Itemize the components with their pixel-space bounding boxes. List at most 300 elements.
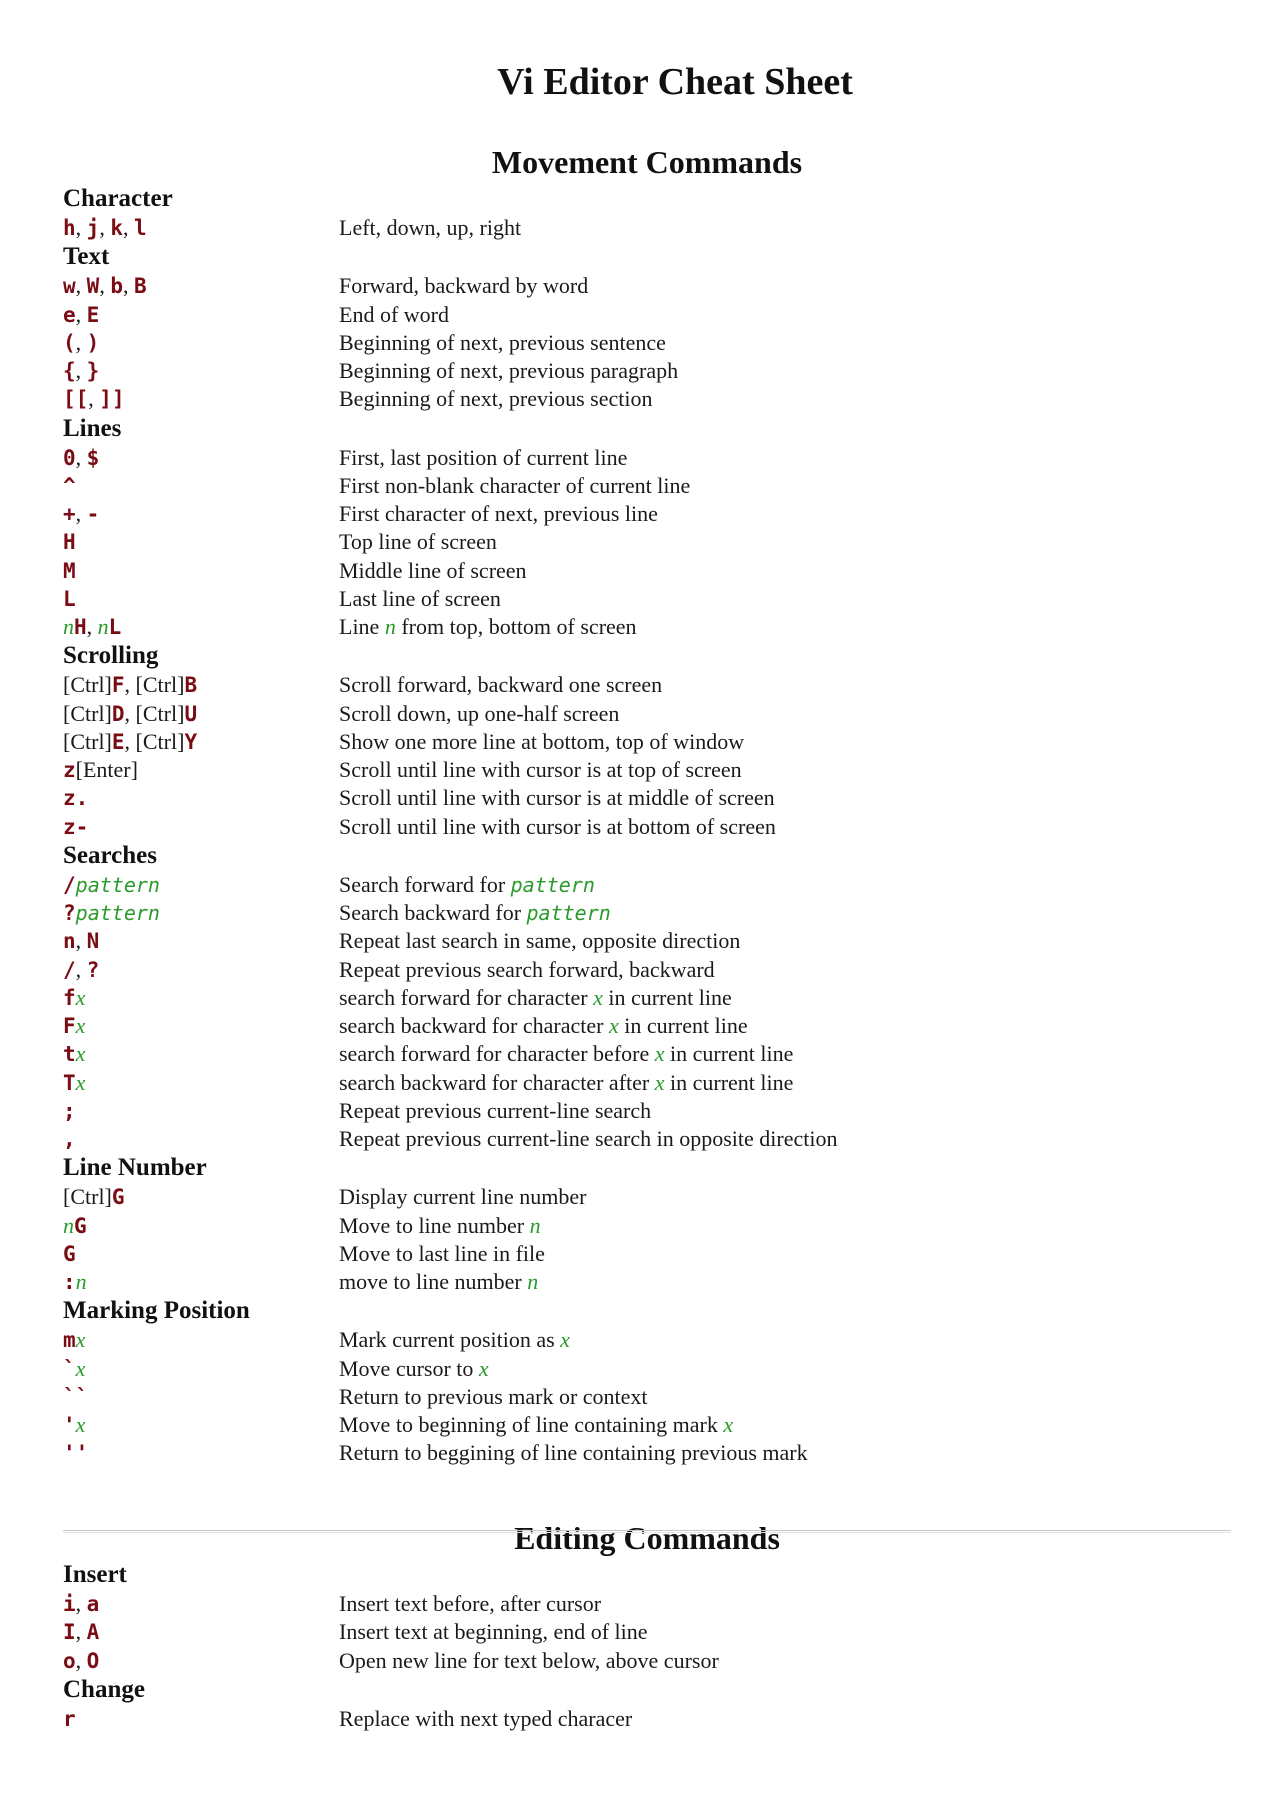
command-description: [339, 984, 732, 1012]
command-keys: [63, 472, 76, 500]
command-row: [63, 1212, 1213, 1240]
command-keys: [63, 1326, 85, 1354]
command-key: f: [63, 985, 76, 1010]
command-text: Scroll until line with cursor is at bottom of screen: [339, 813, 776, 839]
group-heading: Searches: [63, 841, 157, 869]
command-text: ,: [75, 329, 87, 355]
command-description: [339, 272, 588, 300]
command-keys: [63, 899, 160, 927]
command-text: [Ctrl]: [63, 700, 112, 726]
command-row: [63, 1097, 1213, 1125]
command-description: [339, 1383, 648, 1411]
command-row: [63, 1590, 1213, 1618]
command-key: n: [63, 929, 76, 954]
command-description: [339, 1183, 586, 1211]
command-variable: pattern: [75, 901, 160, 925]
command-text: ,: [88, 386, 100, 412]
command-keys: [63, 871, 160, 899]
command-keys: [63, 927, 99, 955]
command-key: m: [63, 1328, 76, 1353]
command-key: G: [74, 1213, 87, 1238]
command-key: M: [63, 558, 76, 583]
command-description: [339, 1097, 651, 1125]
command-keys: [63, 1411, 85, 1439]
command-text: [Ctrl]: [63, 1184, 112, 1210]
command-text: Move to last line in file: [339, 1240, 545, 1266]
command-keys: [63, 1618, 99, 1646]
command-text: Move to beginning of line containing mark: [339, 1412, 724, 1437]
command-keys: [63, 585, 76, 613]
command-text: First character of next, previous line: [339, 501, 658, 526]
command-row: [63, 585, 1213, 613]
command-description: [339, 1212, 541, 1240]
command-keys: [63, 1647, 99, 1675]
command-row: [63, 671, 1213, 699]
command-text: Insert text at beginning, end of line: [339, 1619, 648, 1645]
command-keys: [63, 1212, 87, 1240]
command-description: [339, 385, 652, 413]
command-text: search forward for character before: [339, 1041, 655, 1067]
command-row: [63, 728, 1213, 756]
command-keys: [63, 1012, 85, 1040]
command-text: Scroll forward, backward one screen: [339, 672, 663, 698]
command-variable: n: [63, 614, 74, 639]
command-variable: pattern: [75, 872, 160, 897]
command-key: ): [86, 330, 100, 355]
command-key: 0: [63, 445, 76, 470]
command-key: r: [63, 1706, 76, 1731]
group-heading: Lines: [63, 414, 122, 442]
command-key: W: [86, 274, 100, 299]
command-key: E: [86, 302, 100, 327]
group-heading: Character: [63, 185, 173, 212]
command-key: ,: [63, 1127, 76, 1151]
command-text: Scroll until line with cursor is at middle of screen: [339, 785, 775, 811]
command-text: ,: [75, 1619, 87, 1645]
command-text: Scroll until line with cursor is at top of screen: [339, 757, 742, 782]
command-description: [339, 756, 742, 784]
command-key: z: [63, 758, 76, 782]
command-keys: [63, 1705, 76, 1733]
command-row: [63, 1040, 1213, 1068]
command-text: ,: [75, 215, 87, 240]
command-key: a: [86, 1592, 100, 1616]
command-row: [63, 784, 1213, 812]
command-row: [63, 1705, 1213, 1733]
command-text: ,: [75, 301, 87, 327]
command-key: T: [63, 1070, 76, 1095]
command-row: [63, 956, 1213, 984]
command-description: [339, 1705, 632, 1733]
command-variable: x: [723, 1412, 734, 1437]
command-row: [63, 1355, 1213, 1383]
command-keys: [63, 329, 99, 357]
command-key: h: [63, 216, 76, 240]
command-key: e: [63, 302, 76, 327]
command-text: Display current line number: [339, 1184, 587, 1210]
command-row: [63, 301, 1213, 329]
command-key: j: [86, 216, 100, 240]
command-key: N: [86, 929, 100, 954]
command-variable: x: [478, 1355, 489, 1381]
command-row: [63, 1240, 1213, 1268]
command-description: [339, 301, 449, 329]
command-key: ^: [63, 473, 76, 498]
command-description: [339, 1618, 648, 1646]
command-text: Open new line for text below, above cursor: [339, 1647, 719, 1673]
command-description: [339, 1069, 793, 1097]
command-key: D: [111, 701, 125, 726]
command-key: k: [110, 216, 123, 240]
command-keys: [63, 385, 125, 413]
section-divider: [63, 1530, 1231, 1533]
command-key: z.: [63, 786, 89, 811]
command-key: L: [63, 586, 76, 611]
command-row: [63, 927, 1213, 955]
command-keys: [63, 1240, 76, 1268]
command-key: b: [110, 274, 123, 299]
command-row: [63, 1069, 1213, 1097]
command-variable: x: [75, 984, 86, 1010]
command-row: [63, 1183, 1213, 1211]
command-row: [63, 984, 1213, 1012]
command-key: B: [184, 673, 198, 698]
command-description: [339, 1040, 793, 1068]
command-key: F: [63, 1014, 76, 1038]
command-key: ?: [63, 901, 76, 925]
command-row: [63, 1383, 1213, 1411]
command-text: [Ctrl]: [63, 672, 112, 698]
command-description: [339, 1326, 570, 1354]
command-description: [339, 871, 595, 899]
command-text: ,: [99, 215, 111, 240]
command-text: Repeat previous search forward, backward: [339, 956, 715, 982]
command-keys: [63, 1040, 85, 1068]
section-title: Movement Commands: [491, 144, 803, 180]
command-row: [63, 756, 1213, 784]
command-description: [339, 1125, 838, 1153]
command-text: Search backward for: [339, 900, 527, 925]
command-variable: n: [75, 1269, 87, 1294]
command-text: Last line of screen: [339, 585, 501, 611]
command-variable: x: [654, 1041, 665, 1067]
command-text: ,: [75, 273, 87, 299]
command-text: in current line: [602, 984, 732, 1010]
command-key: w: [63, 274, 76, 299]
command-key: $: [86, 445, 100, 470]
command-row: [63, 1439, 1213, 1467]
command-text: ,: [75, 956, 87, 982]
command-keys: [63, 1355, 85, 1383]
command-text: , [Ctrl]: [124, 672, 185, 698]
command-key: H: [74, 615, 87, 639]
command-key: l: [133, 216, 147, 240]
command-text: End of word: [339, 301, 449, 327]
command-key: i: [63, 1592, 76, 1616]
command-keys: [63, 700, 197, 728]
command-variable: n: [97, 614, 109, 639]
command-key: L: [108, 615, 122, 639]
command-key: O: [86, 1648, 100, 1673]
command-key: ``: [63, 1384, 89, 1409]
command-description: [339, 357, 678, 385]
command-text: in current line: [664, 1069, 794, 1095]
command-text: ,: [122, 215, 134, 240]
command-key: /: [63, 957, 76, 982]
command-description: [339, 585, 501, 613]
command-description: [339, 700, 619, 728]
group-heading: Insert: [63, 1561, 127, 1588]
command-variable: pattern: [510, 872, 595, 897]
command-text: ,: [75, 444, 87, 470]
command-text: search backward for character after: [339, 1069, 655, 1095]
command-key: :: [63, 1270, 76, 1294]
command-keys: [63, 1125, 76, 1153]
command-key: ;: [63, 1098, 76, 1123]
command-text: Show one more line at bottom, top of window: [339, 728, 745, 754]
group-heading: Line Number: [63, 1154, 207, 1182]
command-keys: [63, 557, 76, 585]
command-key: -: [86, 502, 100, 526]
command-row: [63, 272, 1213, 300]
command-text: Repeat previous current-line search in opposite direction: [339, 1126, 838, 1151]
command-variable: x: [75, 1327, 86, 1353]
command-text: First non-blank character of current line: [339, 472, 691, 498]
command-text: , [Ctrl]: [124, 700, 185, 726]
command-key: {: [63, 359, 76, 383]
command-description: [339, 214, 521, 242]
command-text: ,: [75, 1647, 87, 1673]
command-keys: [63, 1590, 99, 1618]
command-keys: [63, 728, 197, 756]
command-key: o: [63, 1648, 76, 1673]
command-row: [63, 214, 1213, 242]
group-heading: Change: [63, 1675, 145, 1703]
command-description: [339, 1355, 489, 1383]
group-heading: Scrolling: [63, 642, 159, 670]
command-keys: [63, 784, 88, 812]
command-description: [339, 927, 740, 955]
command-description: [339, 329, 666, 357]
command-key: U: [184, 701, 198, 726]
command-text: [Enter]: [75, 757, 138, 782]
command-text: search forward for character: [339, 984, 594, 1010]
command-description: [339, 1411, 733, 1439]
command-variable: pattern: [526, 901, 611, 925]
group-heading: Text: [63, 243, 110, 271]
command-description: [339, 472, 690, 500]
command-text: Repeat previous current-line search: [339, 1097, 652, 1123]
command-key: B: [133, 274, 147, 299]
command-description: [339, 728, 744, 756]
command-keys: [63, 1268, 87, 1296]
command-key: A: [86, 1620, 100, 1645]
command-text: ,: [86, 614, 98, 639]
command-description: [339, 1240, 545, 1268]
command-key: t: [63, 1042, 76, 1067]
command-variable: x: [608, 1013, 619, 1038]
command-variable: x: [75, 1412, 86, 1437]
command-text: in current line: [618, 1013, 748, 1038]
command-keys: [63, 444, 99, 472]
command-description: [339, 784, 775, 812]
command-text: Replace with next typed characer: [339, 1705, 633, 1731]
command-description: [339, 1647, 719, 1675]
command-keys: [63, 613, 121, 641]
command-row: [63, 472, 1213, 500]
command-key: +: [63, 502, 76, 526]
command-keys: [63, 813, 88, 841]
command-keys: [63, 756, 138, 784]
command-text: search backward for character: [339, 1013, 609, 1038]
command-description: [339, 613, 637, 641]
command-text: Mark current position as: [339, 1327, 561, 1353]
command-text: Insert text before, after cursor: [339, 1591, 602, 1616]
command-description: [339, 956, 715, 984]
command-variable: x: [75, 1013, 86, 1038]
command-keys: [63, 214, 147, 242]
command-key: ': [63, 1413, 76, 1437]
command-text: move to line number: [339, 1269, 528, 1294]
command-key: }: [86, 359, 100, 383]
command-row: [63, 528, 1213, 556]
command-text: Beginning of next, previous paragraph: [339, 358, 679, 383]
command-keys: [63, 1069, 85, 1097]
command-keys: [63, 1183, 125, 1211]
command-row: [63, 871, 1213, 899]
command-description: [339, 1012, 748, 1040]
command-row: [63, 500, 1213, 528]
command-text: Line: [339, 614, 385, 639]
command-keys: [63, 671, 197, 699]
command-key: ?: [86, 957, 100, 982]
command-row: [63, 1618, 1213, 1646]
command-variable: x: [654, 1069, 665, 1095]
command-keys: [63, 956, 99, 984]
command-key: E: [111, 729, 125, 754]
command-description: [339, 444, 627, 472]
command-key: I: [63, 1620, 76, 1645]
command-text: ,: [75, 358, 87, 383]
command-text: Return to beggining of line containing previous mark: [339, 1440, 808, 1466]
command-text: Repeat last search in same, opposite direction: [339, 928, 741, 954]
command-text: Beginning of next, previous sentence: [339, 329, 666, 355]
command-keys: [63, 984, 85, 1012]
command-row: [63, 444, 1213, 472]
command-keys: [63, 357, 99, 385]
command-keys: [63, 1097, 76, 1125]
command-key: `: [63, 1356, 76, 1381]
command-variable: x: [75, 1041, 86, 1067]
command-key: (: [63, 330, 76, 355]
command-row: [63, 557, 1213, 585]
command-variable: n: [63, 1212, 74, 1238]
command-text: Beginning of next, previous section: [339, 386, 653, 412]
command-variable: x: [75, 1355, 86, 1381]
command-variable: x: [593, 984, 603, 1010]
command-description: [339, 899, 611, 927]
command-row: [63, 1411, 1213, 1439]
group-heading: Marking Position: [63, 1297, 250, 1325]
command-text: Search forward for: [339, 871, 511, 897]
command-text: Top line of screen: [339, 529, 497, 555]
command-text: ,: [99, 273, 111, 299]
command-text: Middle line of screen: [339, 557, 527, 583]
command-key: ]]: [99, 387, 125, 412]
command-row: [63, 813, 1213, 841]
command-keys: [63, 1439, 88, 1467]
command-description: [339, 557, 527, 585]
command-text: Forward, backward by word: [339, 273, 589, 299]
command-variable: x: [75, 1069, 86, 1095]
command-text: Left, down, up, right: [339, 215, 522, 240]
command-row: [63, 385, 1213, 413]
command-keys: [63, 301, 99, 329]
command-text: ,: [75, 928, 87, 954]
command-description: [339, 1268, 538, 1296]
command-text: in current line: [664, 1041, 794, 1067]
command-description: [339, 528, 497, 556]
command-text: ,: [75, 1591, 87, 1616]
command-description: [339, 813, 776, 841]
command-key: G: [63, 1241, 76, 1266]
command-key: Y: [184, 729, 198, 754]
command-description: [339, 500, 658, 528]
command-row: [63, 1268, 1213, 1296]
command-text: Move to line number: [339, 1212, 530, 1238]
command-keys: [63, 500, 99, 528]
command-text: Scroll down, up one-half screen: [339, 700, 620, 726]
command-variable: n: [529, 1212, 541, 1238]
command-key: /: [63, 872, 76, 897]
command-row: [63, 1647, 1213, 1675]
command-description: [339, 1590, 601, 1618]
command-row: [63, 613, 1213, 641]
command-text: ,: [75, 501, 87, 526]
command-text: Move cursor to: [339, 1355, 479, 1381]
command-row: [63, 329, 1213, 357]
command-text: [Ctrl]: [63, 728, 112, 754]
command-row: [63, 700, 1213, 728]
command-key: [[: [63, 387, 89, 412]
command-variable: n: [527, 1269, 539, 1294]
command-text: Return to previous mark or context: [339, 1383, 648, 1409]
command-key: F: [111, 673, 125, 698]
command-keys: [63, 272, 147, 300]
command-text: from top, bottom of screen: [395, 614, 637, 639]
command-key: z-: [63, 814, 89, 839]
command-key: H: [63, 530, 76, 555]
command-row: [63, 1326, 1213, 1354]
command-variable: x: [560, 1327, 570, 1353]
command-description: [339, 671, 662, 699]
command-keys: [63, 1383, 88, 1411]
command-keys: [63, 528, 76, 556]
command-row: [63, 1125, 1213, 1153]
command-row: [63, 899, 1213, 927]
page-title: Vi Editor Cheat Sheet: [497, 61, 853, 103]
command-text: , [Ctrl]: [124, 728, 185, 754]
command-variable: n: [384, 614, 396, 639]
command-key: '': [63, 1441, 89, 1466]
command-row: [63, 357, 1213, 385]
section-title: Editing Commands: [514, 1520, 780, 1556]
command-text: ,: [122, 273, 134, 299]
command-key: G: [111, 1185, 125, 1210]
command-row: [63, 1012, 1213, 1040]
command-description: [339, 1439, 808, 1467]
command-text: First, last position of current line: [339, 444, 628, 470]
